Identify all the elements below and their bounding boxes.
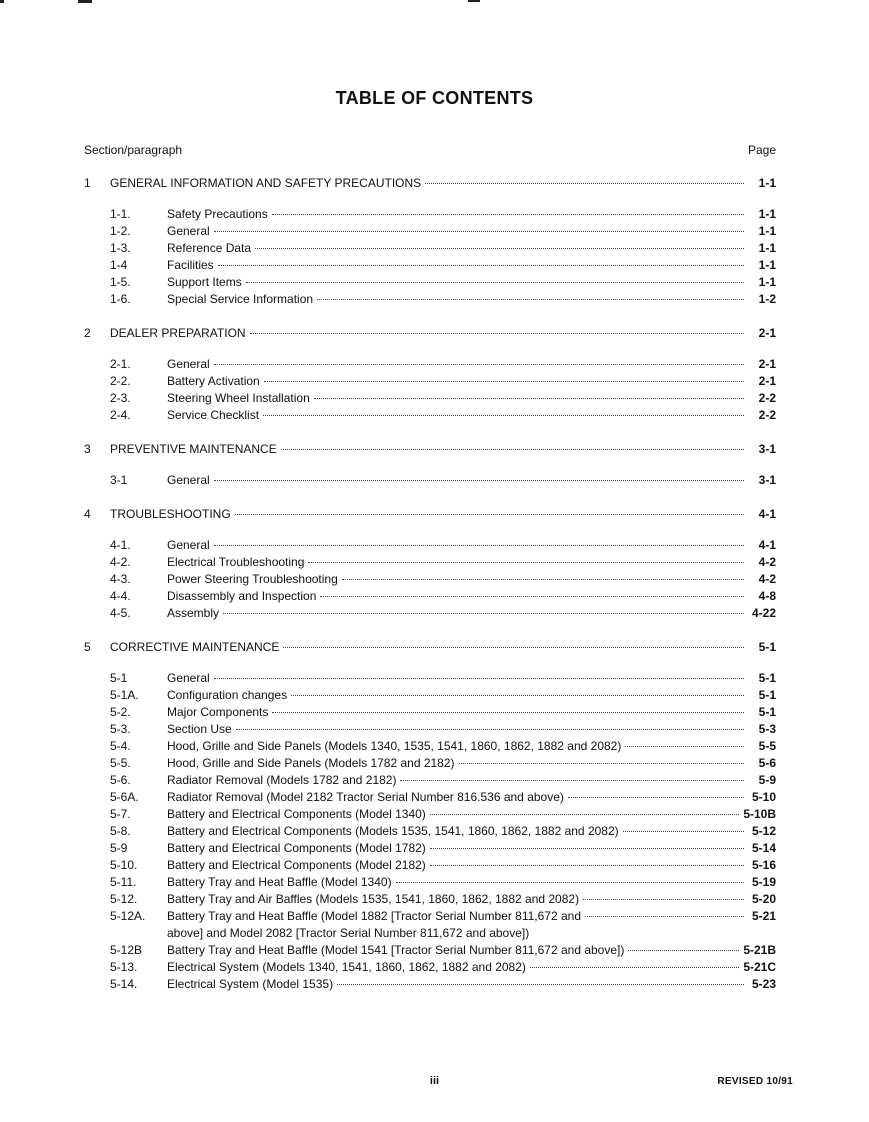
paragraph-page: 1-1 xyxy=(758,241,776,255)
section-entry xyxy=(110,442,776,456)
paragraph-page: 2-2 xyxy=(758,408,776,422)
paragraph-page: 1-1 xyxy=(758,275,776,289)
paragraph-row xyxy=(84,258,776,275)
paragraph-page: 2-2 xyxy=(758,391,776,405)
dot-leader xyxy=(396,882,744,883)
section-row xyxy=(84,640,776,656)
paragraph-entry xyxy=(167,292,776,306)
dot-leader xyxy=(430,865,744,866)
paragraph-page: 1-1 xyxy=(758,224,776,238)
scan-artifact-left xyxy=(0,0,4,3)
paragraph-number: 5-10. xyxy=(110,858,138,872)
paragraph-page: 4-8 xyxy=(758,589,776,603)
paragraph-entry xyxy=(167,790,776,804)
paragraph-page: 4-1 xyxy=(758,538,776,552)
paragraph-entry xyxy=(167,807,776,821)
paragraph-entry xyxy=(167,722,776,736)
paragraph-number: 5-11. xyxy=(110,875,137,889)
paragraph-entry xyxy=(167,258,776,272)
paragraph-page: 5-10B xyxy=(743,807,776,821)
paragraph-title: Battery Tray and Heat Baffle (Model 1882 [Tractor Serial Number 811,672 and xyxy=(167,909,581,923)
paragraph-list xyxy=(84,671,776,994)
section-number: 4 xyxy=(84,507,91,521)
paragraph-entry xyxy=(167,224,776,238)
paragraph-entry xyxy=(167,275,776,289)
paragraph-row xyxy=(84,555,776,572)
paragraph-entry xyxy=(167,875,776,889)
paragraph-title: Assembly xyxy=(167,606,220,620)
paragraph-number: 5-12B xyxy=(110,943,143,957)
paragraph-number: 2-1. xyxy=(110,357,131,371)
paragraph-number: 5-3. xyxy=(110,722,131,736)
paragraph-row xyxy=(84,739,776,756)
paragraph-number: 1-2. xyxy=(110,224,131,238)
paragraph-page: 5-1 xyxy=(758,671,776,685)
paragraph-entry xyxy=(167,589,776,603)
paragraph-title: Battery Tray and Heat Baffle (Model 1340) xyxy=(167,875,392,889)
paragraph-entry xyxy=(167,408,776,422)
paragraph-page: 1-1 xyxy=(758,207,776,221)
paragraph-page: 2-1 xyxy=(758,374,776,388)
dot-leader xyxy=(337,984,744,985)
paragraph-title: Battery Tray and Heat Baffle (Model 1541 [Tractor Serial Number 811,672 and above]) xyxy=(167,943,625,957)
paragraph-number: 5-12A. xyxy=(110,909,146,923)
paragraph-number: 5-5. xyxy=(110,756,131,770)
dot-leader xyxy=(264,381,744,382)
paragraph-title: Radiator Removal (Model 2182 Tractor Serial Number 816.536 and above) xyxy=(167,790,564,804)
paragraph-page: 5-1 xyxy=(758,688,776,702)
paragraph-title: General xyxy=(167,671,210,685)
paragraph-number: 5-8. xyxy=(110,824,131,838)
section-page: 1-1 xyxy=(758,176,776,190)
dot-leader xyxy=(236,729,744,730)
paragraph-entry xyxy=(167,909,776,943)
paragraph-entry xyxy=(167,943,776,957)
dot-leader xyxy=(583,899,744,900)
paragraph-row xyxy=(84,374,776,391)
paragraph-title: Facilities xyxy=(167,258,214,272)
paragraph-row xyxy=(84,572,776,589)
paragraph-row xyxy=(84,207,776,224)
section-entry xyxy=(110,326,776,340)
paragraph-number: 5-14. xyxy=(110,977,138,991)
paragraph-number: 5-7. xyxy=(110,807,131,821)
section-page: 4-1 xyxy=(758,507,776,521)
dot-leader xyxy=(272,214,744,215)
paragraph-title: Special Service Information xyxy=(167,292,314,306)
paragraph-number: 5-1 xyxy=(110,671,128,685)
paragraph-row xyxy=(84,909,776,943)
paragraph-row xyxy=(84,671,776,688)
paragraph-entry xyxy=(167,960,776,974)
dot-leader xyxy=(623,831,744,832)
dot-leader xyxy=(214,480,744,481)
scan-artifact-top xyxy=(468,0,480,2)
paragraph-number: 5-4. xyxy=(110,739,131,753)
paragraph-page: 5-19 xyxy=(751,875,776,889)
page-heading: Page xyxy=(747,143,776,157)
paragraph-row xyxy=(84,589,776,606)
paragraph-number: 5-2. xyxy=(110,705,131,719)
paragraph-row xyxy=(84,824,776,841)
section-entry xyxy=(110,507,776,521)
paragraph-row xyxy=(84,756,776,773)
paragraph-number: 5-9 xyxy=(110,841,128,855)
paragraph-title: Reference Data xyxy=(167,241,252,255)
dot-leader xyxy=(400,780,744,781)
paragraph-page: 1-2 xyxy=(758,292,776,306)
paragraph-row xyxy=(84,790,776,807)
dot-leader xyxy=(235,514,744,515)
paragraph-entry xyxy=(167,841,776,855)
paragraph-number: 1-5. xyxy=(110,275,131,289)
paragraph-row xyxy=(84,977,776,994)
paragraph-page: 5-3 xyxy=(758,722,776,736)
paragraph-row xyxy=(84,875,776,892)
dot-leader xyxy=(320,596,744,597)
scan-artifact-mid xyxy=(78,0,92,3)
paragraph-title: Service Checklist xyxy=(167,408,260,422)
paragraph-page: 4-22 xyxy=(751,606,776,620)
dot-leader xyxy=(272,712,744,713)
paragraph-number: 5-12. xyxy=(110,892,138,906)
dot-leader xyxy=(317,299,744,300)
paragraph-title: Hood, Grille and Side Panels (Models 1782 and 2182) xyxy=(167,756,455,770)
paragraph-title: Electrical System (Model 1535) xyxy=(167,977,334,991)
dot-leader xyxy=(250,333,744,334)
paragraph-title: Battery Tray and Air Baffles (Models 1535, 1541, 1860, 1862, 1882 and 2082) xyxy=(167,892,580,906)
dot-leader xyxy=(430,814,740,815)
paragraph-page: 3-1 xyxy=(758,473,776,487)
page-title: TABLE OF CONTENTS xyxy=(335,88,534,108)
table-of-contents xyxy=(84,143,776,994)
dot-leader xyxy=(568,797,744,798)
section-title: PREVENTIVE MAINTENANCE xyxy=(110,442,277,456)
revision-note: REVISED 10/91 xyxy=(717,1076,793,1087)
paragraph-row xyxy=(84,705,776,722)
paragraph-entry xyxy=(167,572,776,586)
paragraph-page: 2-1 xyxy=(758,357,776,371)
paragraph-title: Battery and Electrical Components (Model 1782) xyxy=(167,841,426,855)
paragraph-title: General xyxy=(167,224,210,238)
section-page: 5-1 xyxy=(758,640,776,654)
paragraph-row xyxy=(84,357,776,374)
paragraph-title: Electrical Troubleshooting xyxy=(167,555,305,569)
paragraph-number: 4-4. xyxy=(110,589,131,603)
paragraph-entry xyxy=(167,671,776,685)
paragraph-page: 5-9 xyxy=(758,773,776,787)
paragraph-page: 5-23 xyxy=(751,977,776,991)
paragraph-entry xyxy=(167,473,776,487)
paragraph-page: 5-14 xyxy=(751,841,776,855)
dot-leader xyxy=(223,613,744,614)
dot-leader xyxy=(430,848,744,849)
paragraph-page: 5-21C xyxy=(743,960,776,974)
paragraph-entry xyxy=(167,538,776,552)
section-page: 2-1 xyxy=(758,326,776,340)
dot-leader xyxy=(459,763,744,764)
dot-leader xyxy=(214,678,744,679)
paragraph-title: Section Use xyxy=(167,722,232,736)
dot-leader xyxy=(246,282,744,283)
paragraph-title: Power Steering Troubleshooting xyxy=(167,572,338,586)
paragraph-number: 1-6. xyxy=(110,292,131,306)
paragraph-number: 3-1 xyxy=(110,473,128,487)
paragraph-row xyxy=(84,892,776,909)
paragraph-entry xyxy=(167,688,776,702)
dot-leader xyxy=(214,364,744,365)
paragraph-number: 1-3. xyxy=(110,241,131,255)
paragraph-page: 4-2 xyxy=(758,555,776,569)
section-row xyxy=(84,442,776,458)
paragraph-entry xyxy=(167,858,776,872)
paragraph-entry xyxy=(167,555,776,569)
dot-leader xyxy=(625,746,744,747)
section-title: GENERAL INFORMATION AND SAFETY PRECAUTIONS xyxy=(110,176,422,190)
paragraph-title: Radiator Removal (Models 1782 and 2182) xyxy=(167,773,397,787)
paragraph-row xyxy=(84,275,776,292)
dot-leader xyxy=(342,579,744,580)
paragraph-entry xyxy=(167,241,776,255)
dot-leader xyxy=(263,415,744,416)
paragraph-title: Steering Wheel Installation xyxy=(167,391,310,405)
section-title: CORRECTIVE MAINTENANCE xyxy=(110,640,280,654)
dot-leader xyxy=(283,647,744,648)
paragraph-number: 1-1. xyxy=(110,207,131,221)
paragraph-title: Safety Precautions xyxy=(167,207,268,221)
paragraph-number: 2-2. xyxy=(110,374,131,388)
paragraph-page: 5-21B xyxy=(743,943,776,957)
paragraph-entry xyxy=(167,207,776,221)
paragraph-row xyxy=(84,960,776,977)
paragraph-title: Disassembly and Inspection xyxy=(167,589,317,603)
paragraph-number: 5-6A. xyxy=(110,790,139,804)
paragraph-entry xyxy=(167,756,776,770)
paragraph-title: Electrical System (Models 1340, 1541, 1860, 1862, 1882 and 2082) xyxy=(167,960,526,974)
section-entry xyxy=(110,176,776,190)
paragraph-number: 4-3. xyxy=(110,572,131,586)
paragraph-row xyxy=(84,722,776,739)
section-row xyxy=(84,507,776,523)
section-number: 1 xyxy=(84,176,91,190)
paragraph-row xyxy=(84,606,776,623)
dot-leader xyxy=(291,695,744,696)
paragraph-title: General xyxy=(167,357,210,371)
paragraph-number: 4-5. xyxy=(110,606,131,620)
paragraph-page: 5-16 xyxy=(751,858,776,872)
paragraph-page: 5-21 xyxy=(751,909,776,923)
paragraph-title: Battery and Electrical Components (Model 2182) xyxy=(167,858,426,872)
paragraph-entry xyxy=(167,374,776,388)
dot-leader xyxy=(425,183,744,184)
section-paragraph-heading: Section/paragraph xyxy=(84,143,183,157)
paragraph-title: General xyxy=(167,538,210,552)
paragraph-page: 1-1 xyxy=(758,258,776,272)
paragraph-number: 4-2. xyxy=(110,555,131,569)
paragraph-number: 4-1. xyxy=(110,538,131,552)
paragraph-row xyxy=(84,292,776,309)
paragraph-entry xyxy=(167,357,776,371)
paragraph-page: 5-6 xyxy=(758,756,776,770)
paragraph-line xyxy=(167,909,776,926)
paragraph-entry xyxy=(167,773,776,787)
paragraph-row xyxy=(84,391,776,408)
paragraph-page: 5-10 xyxy=(751,790,776,804)
paragraph-row xyxy=(84,943,776,960)
paragraph-number: 5-1A. xyxy=(110,688,139,702)
paragraph-page: 5-20 xyxy=(751,892,776,906)
dot-leader xyxy=(308,562,744,563)
section-number: 2 xyxy=(84,326,91,340)
section-entry xyxy=(110,640,776,654)
paragraph-list xyxy=(84,538,776,623)
paragraph-entry xyxy=(167,739,776,753)
dot-leader xyxy=(585,916,744,917)
section-row xyxy=(84,176,776,192)
paragraph-title: Battery Activation xyxy=(167,374,260,388)
paragraph-row xyxy=(84,841,776,858)
dot-leader xyxy=(214,545,744,546)
paragraph-number: 5-6. xyxy=(110,773,131,787)
section-number: 5 xyxy=(84,640,91,654)
paragraph-title: Support Items xyxy=(167,275,242,289)
paragraph-page: 4-2 xyxy=(758,572,776,586)
paragraph-entry xyxy=(167,824,776,838)
toc-header xyxy=(84,143,776,159)
paragraph-row xyxy=(84,858,776,875)
paragraph-title: Battery and Electrical Components (Models 1535, 1541, 1860, 1862, 1882 and 2082) xyxy=(167,824,619,838)
paragraph-title: Battery and Electrical Components (Model 1340) xyxy=(167,807,426,821)
paragraph-title-continued: above] and Model 2082 [Tractor Serial Number 811,672 and above]) xyxy=(167,926,530,940)
dot-leader xyxy=(214,231,744,232)
paragraph-entry xyxy=(167,977,776,991)
paragraph-list xyxy=(84,357,776,425)
paragraph-title: Hood, Grille and Side Panels (Models 1340, 1535, 1541, 1860, 1862, 1882 and 2082) xyxy=(167,739,622,753)
paragraph-row xyxy=(84,473,776,490)
dot-leader xyxy=(255,248,744,249)
paragraph-entry xyxy=(167,705,776,719)
dot-leader xyxy=(281,449,744,450)
paragraph-row xyxy=(84,408,776,425)
section-title: DEALER PREPARATION xyxy=(110,326,246,340)
paragraph-entry xyxy=(167,391,776,405)
section-number: 3 xyxy=(84,442,91,456)
paragraph-title: General xyxy=(167,473,210,487)
paragraph-list xyxy=(84,207,776,309)
paragraph-number: 1-4 xyxy=(110,258,128,272)
paragraph-row xyxy=(84,773,776,790)
paragraph-row xyxy=(84,241,776,258)
paragraph-row xyxy=(84,224,776,241)
paragraph-row xyxy=(84,688,776,705)
paragraph-list xyxy=(84,473,776,490)
paragraph-entry xyxy=(167,606,776,620)
paragraph-number: 2-4. xyxy=(110,408,131,422)
paragraph-number: 2-3. xyxy=(110,391,131,405)
paragraph-number: 5-13. xyxy=(110,960,138,974)
paragraph-title: Major Components xyxy=(167,705,269,719)
paragraph-row xyxy=(84,807,776,824)
paragraph-page: 5-1 xyxy=(758,705,776,719)
paragraph-page: 5-5 xyxy=(758,739,776,753)
paragraph-row xyxy=(84,538,776,555)
page-number: iii xyxy=(429,1075,440,1087)
section-page: 3-1 xyxy=(758,442,776,456)
paragraph-page: 5-12 xyxy=(751,824,776,838)
dot-leader xyxy=(530,967,739,968)
paragraph-entry xyxy=(167,892,776,906)
dot-leader xyxy=(218,265,744,266)
dot-leader xyxy=(314,398,744,399)
section-row xyxy=(84,326,776,342)
section-title: TROUBLESHOOTING xyxy=(110,507,231,521)
dot-leader xyxy=(628,950,739,951)
paragraph-title: Configuration changes xyxy=(167,688,288,702)
